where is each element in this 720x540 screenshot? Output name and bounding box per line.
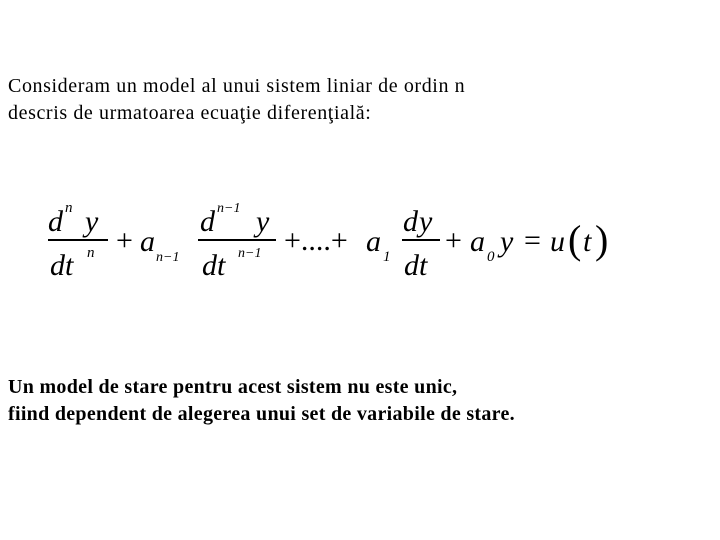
coefficient-subscript: 0 <box>487 249 495 265</box>
coefficient-a: a <box>140 225 155 258</box>
plus-sign: + <box>445 224 462 257</box>
denominator-dt: dt <box>404 249 428 282</box>
coefficient-a-0 <box>470 225 514 265</box>
input-u-of-t <box>550 217 608 262</box>
numerator-dy: d <box>403 205 418 238</box>
coefficient-a-1 <box>366 225 391 265</box>
denominator-exponent: n−1 <box>238 246 262 261</box>
coefficient-subscript: n−1 <box>156 250 180 265</box>
numerator-exponent: n−1 <box>217 201 241 216</box>
denominator-dt: dt <box>202 249 226 282</box>
equals-sign: = <box>524 224 541 257</box>
right-paren: ) <box>595 217 609 262</box>
coefficient-a-n-minus-1 <box>140 225 179 265</box>
numerator-d: d <box>48 205 63 238</box>
intro-paragraph <box>8 73 465 127</box>
ellipsis-plus: +....+ <box>284 224 348 257</box>
numerator-y: y <box>256 205 270 238</box>
numerator-d: d <box>200 205 215 238</box>
plus-sign: + <box>116 224 133 257</box>
numerator-y: y <box>419 205 433 238</box>
numerator-exponent-n: n <box>65 200 73 216</box>
numerator-y: y <box>85 205 99 238</box>
intro-line-1: Consideram un model al unui sistem liniar de ordin n <box>8 75 466 97</box>
term-first-derivative <box>402 205 440 282</box>
outro-paragraph <box>8 374 515 428</box>
term-nth-derivative <box>48 200 108 282</box>
input-u: u <box>550 225 565 258</box>
denominator-dt: dt <box>50 249 74 282</box>
term-n-minus-1-derivative <box>198 201 276 282</box>
coefficient-a: a <box>470 225 485 258</box>
coefficient-subscript: 1 <box>383 249 391 265</box>
coefficient-a: a <box>366 225 381 258</box>
differential-equation <box>40 195 620 290</box>
outro-line-1: Un model de stare pentru acest sistem nu este unic, <box>8 376 458 398</box>
intro-line-2: descris de urmatoarea ecuaţie diferenţială: <box>8 102 372 124</box>
variable-y: y <box>500 225 514 258</box>
variable-t: t <box>583 225 592 258</box>
outro-line-2: fiind dependent de alegerea unui set de variabile de stare. <box>8 403 515 425</box>
left-paren: ( <box>568 217 582 262</box>
denominator-exponent-n: n <box>87 245 95 261</box>
